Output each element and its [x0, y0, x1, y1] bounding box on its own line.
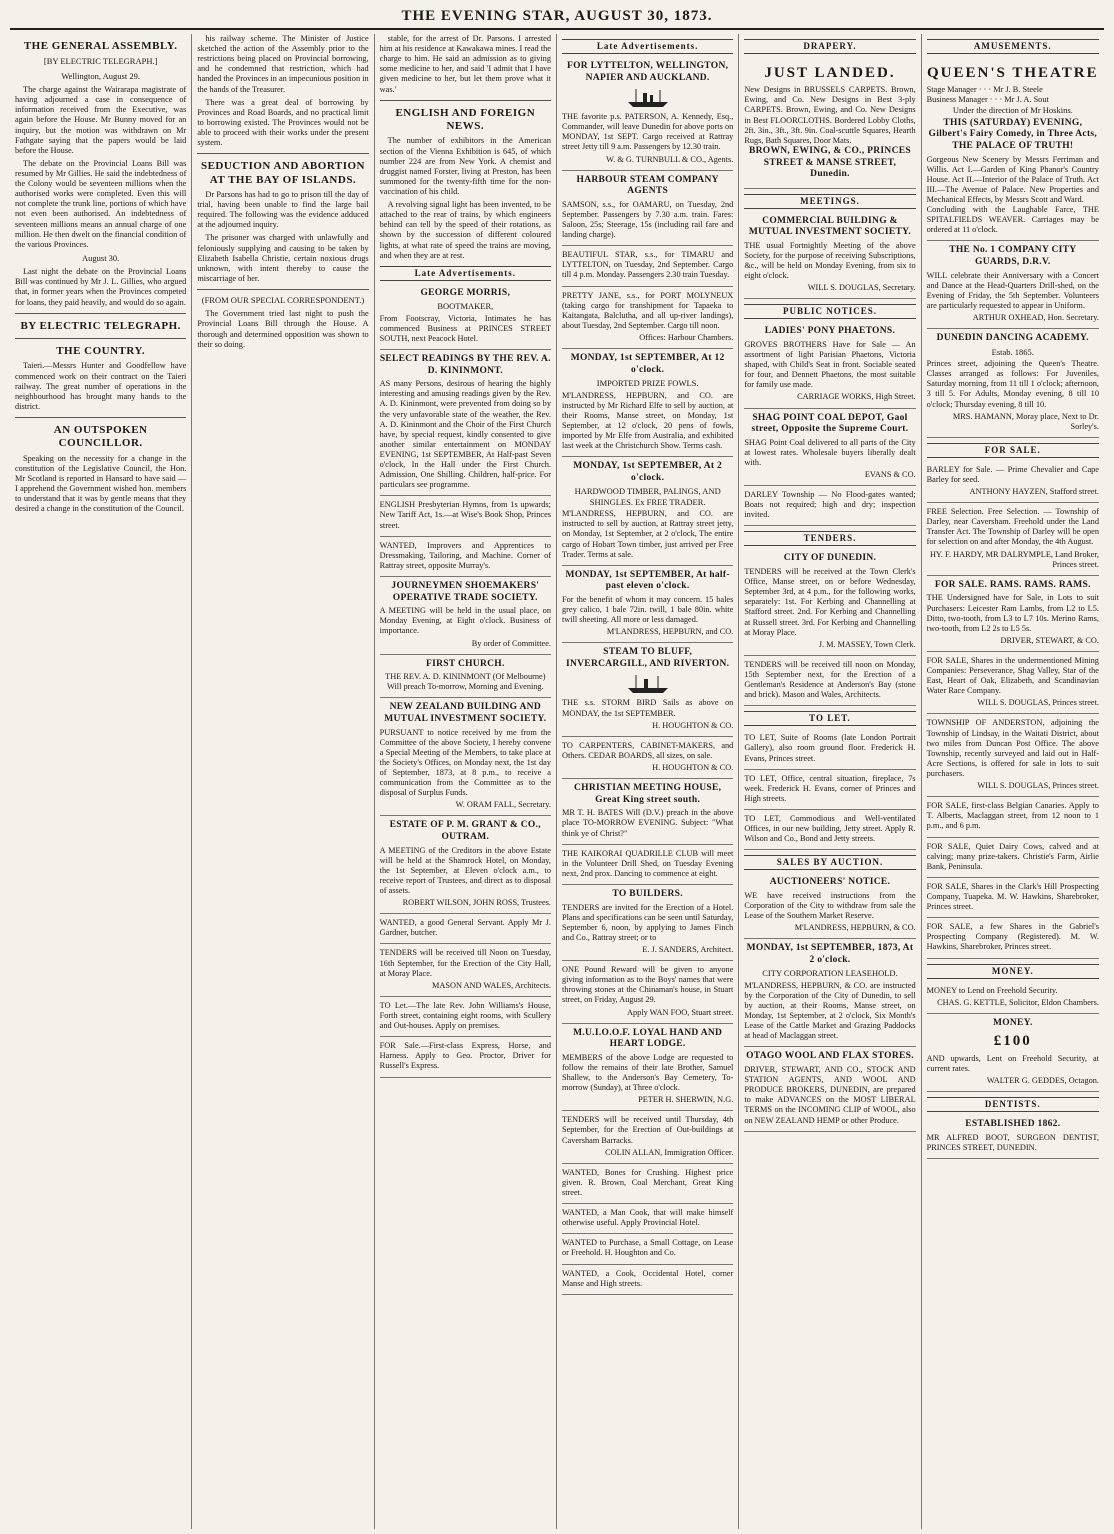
- ad-body: Business Manager · · · Mr J. A. Sout: [926, 95, 1049, 105]
- ad-signature: M'LANDRESS, HEPBURN, & CO.: [794, 923, 916, 933]
- ad-title: JOURNEYMEN SHOEMAKERS' OPERATIVE TRADE SOCIETY.: [391, 581, 540, 603]
- article-paragraph: Taieri.—Messrs Hunter and Goodfellow have commenced work on their contract on the Taieri railway. The great number of operations in the neighbourhood has brought many hands to the district.: [15, 361, 187, 411]
- ad-body: FOR Sale.—First-class Express, Horse, and Harness. Apply to Geo. Proctor, Driver for Russell's Express.: [379, 1041, 551, 1071]
- dateline: Wellington, August 29.: [61, 70, 140, 81]
- article-paragraph: stable, for the arrest of Dr. Parsons. I arrested him at his residence at Kawakawa mines. I read the charge to him. He said an admission as to giving some medicine to her, and said 'I admit that I have given medicine to her, but let them prove what it was.': [379, 34, 551, 94]
- advertisement: [562, 566, 733, 644]
- advertisement: [927, 838, 1099, 878]
- ad-body: THE favorite p.s. PATERSON, A. Kennedy, Esq., Commander, will leave Dunedin for above ports on MONDAY, 1st SEPT. Cargo received at Rattray street Jetty till 9 a.m. Passengers by 12.30 train.: [561, 112, 734, 152]
- ad-body: FOR SALE, first-class Belgian Canaries. Apply to T. Alberts, Maclaggan street, from 12 noon to 1 p.m., and 6 p.m.: [926, 801, 1099, 831]
- section-header: MEETINGS.: [744, 194, 915, 209]
- divider: [380, 100, 551, 101]
- advertisement: [744, 57, 915, 189]
- section-header: PUBLIC NOTICES.: [744, 304, 915, 319]
- advertisement: [927, 1115, 1099, 1159]
- ad-subtitle: BOOTMAKER,: [437, 301, 494, 312]
- divider: [15, 417, 186, 418]
- ad-body: AS many Persons, desirous of hearing the highly interesting and amusing readings given by the Rev. A. D. Kininmont, were prevented from doing so by the very unfavorable state of the weather, the Rev. A. D. Kininmont and the Choir of the First Church have, by special request, kindly consented to give another similar entertainment on MONDAY EVENING, 1st SEPTEMBER, At Half-past Seven o'clock, In the Hall under the First Church. Admission, One Shilling. Children, half-price. For particulars see programme.: [379, 379, 551, 490]
- ad-body: MR T. H. BATES Will (D.V.) preach in the above place TO-MORROW EVENING. Subject: "What think ye of Christ?": [561, 808, 734, 838]
- advertisement: [562, 885, 733, 961]
- ad-body: PRETTY JANE, s.s., for PORT MOLYNEUX (taking cargo for transhipment for Tapaeka to Kaitangata, Balclutha, and all up-river landings), about Tuesday, 2nd September. Cargo till noon.: [561, 290, 734, 330]
- advertisement: [927, 918, 1099, 958]
- ad-signature: Offices: Harbour Chambers.: [639, 333, 734, 343]
- advertisement: [380, 944, 551, 996]
- ad-body: M'LANDRESS, HEPBURN, and CO. are instructed by Mr Richard Elfe to sell by auction, at their Rooms, Manse street, on Monday, 1st September, at 12 o'clock, 20 pens of fowls, imported by Mr Elfe from Australia, and exhibited last week at the Christchurch Show. Terms cash.: [561, 390, 734, 451]
- ad-title: QUEEN'S THEATRE: [927, 64, 1099, 81]
- ad-signature: E. J. SANDERS, Architect.: [642, 944, 734, 954]
- ad-body: THE usual Fortnightly Meeting of the above Society, for the purpose of receiving Subscriptions, &c., will be held on Monday Evening, from six to eight o'clock.: [744, 240, 916, 281]
- divider: [15, 338, 186, 339]
- ad-body: MR ALFRED BOOT, SURGEON DENTIST, PRINCES STREET, DUNEDIN.: [926, 1132, 1099, 1152]
- ad-signature: COLIN ALLAN, Immigration Officer.: [605, 1147, 734, 1157]
- ad-body: BARLEY for Sale. — Prime Chevalier and Cape Barley for seed.: [926, 464, 1099, 484]
- ad-title: CHRISTIAN MEETING HOUSE, Great King street south.: [573, 783, 722, 805]
- advertisement: [562, 845, 733, 885]
- ad-body: FOR SALE, Quiet Dairy Cows, calved and at calving; many prize-takers. Christie's Farm, Airlie Bank, Peninsula.: [926, 841, 1099, 871]
- ad-body: TO LET, Office, central situation, fireplace, 7s week. Frederick H. Evans, corner of Princes and High streets.: [744, 773, 916, 803]
- advertisement: [927, 503, 1099, 576]
- ad-body: TOWNSHIP OF ANDERSTON, adjoining the Township of Lindsay, in the Waitati District, about two miles from Duncan Post Office. The above Township, recently surveyed and laid out in Half-Acre Sections, is offered for sale in lots to suit purchasers.: [926, 718, 1099, 779]
- ad-body: For the benefit of whom it may concern. 15 bales grey calico, 1 bale 72in. twill, 1 bale 80in. white twill sheeting. All more or less damaged.: [561, 594, 734, 625]
- advertisement: [562, 643, 733, 736]
- ad-signature: By order of Committee.: [471, 638, 551, 648]
- advertisement: [562, 737, 733, 779]
- advertisement: [927, 1014, 1099, 1092]
- ad-title: GEORGE MORRIS,: [420, 287, 511, 298]
- article-paragraph: Last night the debate on the Provincial Loans Bill was continued by Mr J. L. Gillies, who argued that, in former years when the Provinces competed for loans, they paid heavily, and would do so again.: [15, 267, 187, 307]
- advertisement: [744, 409, 915, 487]
- divider: [197, 289, 368, 290]
- ad-signature: W. & G. TURNBULL & CO., Agents.: [606, 154, 734, 164]
- advertisement: [380, 698, 551, 816]
- ad-body: TO LET, Suite of Rooms (late London Portrait Gallery), also room ground floor. Frederick H. Evans, Princes street.: [744, 733, 916, 763]
- ad-signature: MASON AND WALES, Architects.: [431, 980, 551, 990]
- advertisement: [562, 57, 733, 171]
- dateline: (FROM OUR SPECIAL CORRESPONDENT.): [201, 295, 365, 305]
- masthead: THE EVENING STAR, AUGUST 30, 1873.: [10, 8, 1104, 30]
- ad-body: WANTED, a Man Cook, that will make himself otherwise useful. Apply Provincial Hotel.: [561, 1208, 734, 1228]
- ad-body: WANTED, a good General Servant. Apply Mr J. Gardner, butcher.: [379, 918, 551, 938]
- advertisement: [744, 729, 915, 769]
- advertisement: [927, 241, 1099, 329]
- advertisement: [927, 652, 1099, 715]
- ad-body: THE REV. A. D. KININMONT (Of Melbourne) Will preach To-morrow, Morning and Evening.: [385, 672, 546, 692]
- ad-body: SHAG Point Coal delivered to all parts of the City at lowest rates. Wholesale buyers liberally dealt with.: [744, 437, 916, 467]
- ad-signature: M'LANDRESS, HEPBURN, and CO.: [606, 627, 734, 637]
- ad-title: THE No. 1 COMPANY CITY GUARDS, D.R.V.: [949, 245, 1077, 268]
- ad-body: M'LANDRESS, HEPBURN, and CO. are instructed to sell by auction, at Rattray street jetty, on Monday, 1st September, at 2 o'clock, The entire cargo of Hobart Town timber, just arrived per Free Trader. Terms at sale.: [561, 509, 734, 559]
- ad-body: THE Undersigned have for Sale, in Lots to suit Purchasers: Leicester Ram Lambs, from L2 to L5. Ditto, two-tooth, from L3 to L7 10s. Merino Rams, two-tooth, from L2 2s to L5 5s.: [926, 593, 1099, 633]
- ad-signature: ROBERT WILSON, JOHN ROSS, Trustees.: [402, 898, 551, 908]
- section-header: TO LET.: [744, 711, 915, 726]
- ad-body: A MEETING of the Creditors in the above Estate will be held at the Shamrock Hotel, on Monday, the 1st September, at Eleven o'clock a.m., to receive report of Trustees, and direct as to disposal of assets.: [379, 845, 551, 896]
- ad-title: DUNEDIN DANCING ACADEMY.: [936, 333, 1089, 344]
- ad-body: SAMSON, s.s., for OAMARU, on Tuesday, 2nd September. Passengers by 7.30 a.m. train. Fares: Saloon, 25s; Steerage, 15s (including rail fare and landing charge).: [561, 199, 734, 240]
- ad-title: MONDAY, 1st SEPTEMBER, 1873, At 2 o'clock.: [746, 943, 914, 965]
- advertisement: [380, 997, 551, 1037]
- ad-body: TENDERS are invited for the Erection of a Hotel. Plans and specifications can be seen until Saturday, September 6, noon, by applying to James Finch and Co., Rattray street; or to: [561, 902, 734, 942]
- steamship-icon: [626, 673, 670, 695]
- advertisement: [380, 537, 551, 577]
- advertisement: [562, 779, 733, 844]
- advertisement: [562, 1265, 733, 1295]
- article-heading: AN OUTSPOKEN COUNCILLOR.: [53, 424, 148, 450]
- column-6: [922, 34, 1104, 1529]
- advertisement: [927, 329, 1099, 438]
- ad-body: WANTED, a Cook, Occidental Hotel, corner Manse and High streets.: [561, 1268, 734, 1288]
- ad-body: WILL celebrate their Anniversary with a Concert and Dance at the Head-Quarters Drill-shed, on the Evening of Friday, the 5th September. Volunteers are particularly requested to appear in Uniform.: [926, 270, 1099, 310]
- column-5: [739, 34, 921, 1529]
- ad-body: TENDERS will be received until Thursday, 4th September, for the Erection of Out-buildings at Caversham Barracks.: [561, 1115, 734, 1145]
- advertisement: [927, 461, 1099, 503]
- column-4: [557, 34, 739, 1529]
- ad-signature: WALTER G. GEDDES, Octagon.: [986, 1075, 1099, 1085]
- advertisement: [380, 284, 551, 350]
- section-header: TENDERS.: [744, 531, 915, 546]
- ad-title: ESTABLISHED 1862.: [965, 1118, 1061, 1129]
- advertisement: [562, 1024, 733, 1112]
- ad-signature: PETER H. SHERWIN, N.G.: [638, 1095, 734, 1105]
- article-paragraph: Speaking on the necessity for a change in the constitution of the Legislative Council, the Hon. Mr Scotland is reported in Hansard to have said — I apprehend the Government wished hon. members to understand that it was by gentle means that they desired a change in the constitution of the Council.: [15, 453, 187, 514]
- advertisement: [744, 212, 915, 300]
- advertisement: [562, 171, 733, 247]
- advertisement: [562, 349, 733, 457]
- advertisement: [744, 873, 915, 939]
- ad-signature: CHAS. G. KETTLE, Solicitor, Eldon Chambers.: [937, 997, 1099, 1007]
- advertisement: [380, 914, 551, 944]
- section-header: DRAPERY.: [744, 39, 915, 54]
- ad-title: HARBOUR STEAM COMPANY AGENTS: [576, 174, 719, 197]
- ad-body: WANTED to Purchase, a Small Cottage, on Lease or Freehold. H. Houghton and Co.: [561, 1238, 734, 1258]
- ad-signature: MRS. HAMANN, Moray place, Next to Dr. Sorley's.: [952, 411, 1099, 431]
- ad-title: MONEY.: [992, 1017, 1033, 1028]
- advertisement: [380, 577, 551, 655]
- ad-title: MONDAY, 1st SEPTEMBER, At half-past eleven o'clock.: [565, 569, 730, 592]
- advertisement: [562, 1164, 733, 1204]
- advertisement: [927, 878, 1099, 918]
- divider: [197, 153, 368, 154]
- section-header: Late Advertisements.: [562, 39, 733, 54]
- ad-body: GROVES BROTHERS Have for Sale — An assortment of light Parisian Phaetons, Victoria shaped, with Child's Seat in front. Sociable seated for four, and Dennett Phaetons, the most suitable for family use made.: [744, 339, 916, 390]
- ad-signature: ANTHONY HAYZEN, Stafford street.: [969, 487, 1099, 497]
- advertisement: [744, 322, 915, 408]
- ad-title: MONDAY, 1st SEPTEMBER, At 12 o'clock.: [570, 353, 725, 375]
- ad-body: FOR SALE, Shares in the undermentioned Mining Companies: Perseverance, Shag Valley, Star of the East, Heart of Oak, Elizabeth, and Scandinavian Water Race Company.: [926, 655, 1099, 696]
- ad-subtitle: HARDWOOD TIMBER, PALINGS, AND SHINGLES. Ex FREE TRADER.: [574, 486, 721, 507]
- advertisement: [927, 797, 1099, 837]
- ad-body: New Designs in BRUSSELS CARPETS. Brown, Ewing, and Co. New Designs in Best 3-ply CARPETS. Brown, Ewing, and Co. New Designs in Best FLOORCLOTHS. Bordered Lobby Cloths, 2ft. 3in., 3ft., 3ft. 9in. Coal-scuttle Squares, Hearth Rugs, Bath Squares, Door Mats.: [744, 85, 916, 145]
- article-heading: THE COUNTRY.: [56, 345, 146, 358]
- ad-signature: H. HOUGHTON & CO.: [652, 720, 734, 730]
- advertisement: [927, 576, 1099, 652]
- section-header: DENTISTS.: [927, 1097, 1099, 1112]
- ad-body: TO Let.—The late Rev. John Williams's House, Forth street, containing eight rooms, with Scullery and Out-houses. Apply on premises.: [379, 1000, 551, 1031]
- section-header: AMUSEMENTS.: [927, 39, 1099, 54]
- advertisement: [562, 457, 733, 565]
- article-paragraph: Dr Parsons has had to go to prison till the day of trial, having been unable to find the large bail required. The following was the evidence adduced at the adjourned inquiry.: [197, 190, 369, 230]
- advertisement: [562, 1204, 733, 1234]
- advertisement: [562, 961, 733, 1024]
- advertisement: [927, 57, 1099, 241]
- ad-body: FOR SALE, Shares in the Clark's Hill Prospecting Company, Tuapeka. M. W. Hawkins, Sharebroker, Princes street.: [926, 881, 1099, 912]
- advertisement: [380, 350, 551, 496]
- advertisement: [744, 549, 915, 655]
- ad-signature: ARTHUR OXHEAD, Hon. Secretary.: [972, 313, 1099, 323]
- advertisement: [744, 486, 915, 526]
- ad-body: Stage Manager · · · Mr J. B. Steele: [926, 85, 1043, 95]
- ad-body: FOR SALE, a few Shares in the Gabriel's Prospecting Company (Registered). M. W. Hawkins, Sharebroker, Princes street.: [926, 922, 1099, 952]
- ad-signature: J. M. MASSEY, Town Clerk.: [818, 639, 916, 649]
- article-heading: THE GENERAL ASSEMBLY.: [23, 40, 178, 52]
- section-header: SALES BY AUCTION.: [744, 855, 915, 870]
- ad-body: TO CARPENTERS, CABINET-MAKERS, and Others. CEDAR BOARDS, all sizes, on sale.: [561, 740, 734, 760]
- ad-signature: HY. F. HARDY, MR DALRYMPLE, Land Broker, Princes street.: [929, 549, 1099, 569]
- advertisement: [562, 287, 733, 350]
- ad-signature: H. HOUGHTON & CO.: [652, 763, 734, 773]
- ad-title: JUST LANDED.: [764, 64, 896, 81]
- section-header: Late Advertisements.: [380, 266, 551, 281]
- ad-title: M.U.I.O.O.F. LOYAL HAND AND HEART LODGE.: [573, 1027, 723, 1050]
- ad-title: COMMERCIAL BUILDING & MUTUAL INVESTMENT SOCIETY.: [748, 215, 912, 238]
- ad-body: BEAUTIFUL STAR, s.s., for TIMARU and LYTTELTON, on Tuesday, 2nd September. Cargo till 4 p.m. Monday. Passengers 2.30 train Tuesday.: [561, 250, 734, 280]
- column-1: [10, 34, 192, 1529]
- ad-body: AND upwards, Lent on Freehold Security, at current rates.: [926, 1053, 1099, 1073]
- article-heading: BY ELECTRIC TELEGRAPH.: [20, 319, 181, 332]
- article-paragraph: A revolving signal light has been invented, to be attached to the rear of trains, by which engineers behind can tell by the speed of their rotations, as shown by the succession of different coloured lights, at what rate of speed the trains are moving, and when they are at rest.: [379, 200, 551, 260]
- ad-body: Gorgeous New Scenery by Messrs Ferriman and Willis. Act I.—Garden of King Phanor's Country House. Act II.—Interior of the Palace of Truth. Act III.—The Avenue of Palace. New Properties and Mechanical Effects, by Messrs Scott and Ward.: [926, 154, 1099, 205]
- ad-body: FREE Selection. Free Selection. — Township of Darley, near Caversham. Freehold under the Land Transfer Act. The Township of Darley will be open for selection on and after Monday, the 4th August.: [926, 507, 1099, 547]
- ad-signature: DRIVER, STEWART, & CO.: [1000, 635, 1099, 645]
- ad-title: THIS (SATURDAY) EVENING, Gilbert's Fairy Comedy, in Three Acts, THE PALACE OF TRUTH!: [928, 117, 1098, 151]
- article-paragraph: The number of exhibitors in the American section of the Vienna Exhibition is 645, of which number 224 are from New York. A chemist and druggist named Forster, living at Preston, has been summoned for the twenty-fifth time for the non-vaccination of his child.: [379, 136, 551, 197]
- ad-signature: Apply WAN FOO, Stuart street.: [626, 1007, 734, 1017]
- article-paragraph: his railway scheme. The Minister of Justice sketched the action of the Assembly prior to the restrictions being placed on Provincial borrowing, and he condemned that restriction, which had handed the Provinces in an impecunious position in the hands of the Treasurer.: [197, 34, 369, 94]
- ad-title: SELECT READINGS BY THE REV. A. D. KININMONT.: [379, 354, 551, 376]
- ad-signature: EVANS & CO.: [864, 470, 916, 480]
- ad-title: FOR SALE. RAMS. RAMS. RAMS.: [934, 579, 1091, 590]
- advertisement: [744, 1047, 915, 1131]
- ad-title: CITY OF DUNEDIN.: [783, 553, 877, 564]
- steamship-icon: [626, 87, 670, 109]
- advertisement: [927, 982, 1099, 1014]
- ad-body: PURSUANT to notice received by me from the Committee of the above Society, I hereby convene a Special Meeting of the Members, to take place at the Society's Offices, on Monday next, the 1st day of September, 1873, at 8 p.m., to receive a communication from the Committee as to the disposal of Surplus Funds.: [379, 727, 551, 798]
- columns: [10, 34, 1104, 1529]
- section-header: MONEY.: [927, 964, 1099, 979]
- advertisement: [562, 246, 733, 286]
- advertisement: [562, 1111, 733, 1163]
- ad-body: M'LANDRESS, HEPBURN, & CO. are instructed by the Corporation of the City of Dunedin, to sell by auction, at their Rooms, Manse street, on Monday, 1st September, at 2 o'clock, Six Month's Lease of the Cattle Market and Grazing Paddocks at head of Maclaggan street.: [744, 980, 916, 1041]
- ad-body: WANTED, Improvers and Apprentices to Dressmaking, Tailoring, and Machine. Corner of Rattray street, opposite Murray's.: [379, 540, 551, 570]
- article-paragraph: The prisoner was charged with unlawfully and feloniously supplying and causing to be taken by Elizabeth Isabella Christie, certain noxious drugs unknown, with intent thereby to cause the miscarriage of her.: [197, 233, 369, 283]
- ad-price: £100: [993, 1033, 1032, 1050]
- ad-body: A MEETING will be held in the usual place, on Monday Evening, at Eight o'clock. Business of importance.: [379, 606, 551, 636]
- ad-signature: WILL S. DOUGLAS, Princes street.: [977, 698, 1099, 708]
- ad-title: AUCTIONEERS' NOTICE.: [769, 877, 891, 888]
- ad-body: ONE Pound Reward will be given to anyone giving information as to the Boys' names that were throwing stones at the Chinaman's house, in Stuart street, on Friday, August 29.: [561, 965, 734, 1005]
- article-paragraph: There was a great deal of borrowing by Provinces and Road Boards, and no practical limit to borrowing existed. The Provinces would not be able to proceed with their works under the present system.: [197, 97, 369, 148]
- ad-signature: BROWN, EWING, & CO., PRINCES STREET & MANSE STREET, Dunedin.: [748, 145, 911, 180]
- advertisement: [380, 1037, 551, 1077]
- divider: [15, 313, 186, 314]
- ad-signature: WILL S. DOUGLAS, Princes street.: [977, 781, 1099, 791]
- article-paragraph: The Government tried last night to push the Provincial Loans Bill through the House. A thorough and determined opposition was shown to their so doing.: [197, 309, 369, 349]
- ad-title: ESTATE OF P. M. GRANT & CO., OUTRAM.: [389, 820, 541, 843]
- advertisement: [562, 1234, 733, 1264]
- column-2: [192, 34, 374, 1529]
- ad-title: FIRST CHURCH.: [425, 658, 505, 669]
- ad-body: Concluding with the Laughable Farce, THE SPITALFIELDS WEAVER. Carriages may be ordered at 11 o'clock.: [926, 205, 1099, 235]
- article-paragraph: The charge against the Wairarapa magistrate of having adjourned a case in consequence of information received from the Executive, was again before the House. Mr Bunny moved for an inquiry, but the motion was withdrawn on Mr Fathgate saying that the papers would be laid before the House.: [15, 85, 187, 155]
- advertisement: [380, 655, 551, 699]
- advertisement: [744, 656, 915, 706]
- ad-title: OTAGO WOOL AND FLAX STORES.: [746, 1051, 914, 1062]
- ad-title: MONDAY, 1st SEPTEMBER, At 2 o'clock.: [573, 461, 723, 483]
- section-header: FOR SALE.: [927, 443, 1099, 458]
- ad-body: DRIVER, STEWART, AND CO., STOCK AND STATION AGENTS, AND WOOL AND PRODUCE BROKERS, DUNEDIN, are prepared to make ADVANCES on the MOST LIBERAL TERMS on the INCOMING CLIP of WOOL, also on NEW ZEALAND HEMP or other Produce.: [744, 1065, 916, 1125]
- ad-title: LADIES' PONY PHAETONS.: [764, 326, 896, 337]
- advertisement: [744, 770, 915, 810]
- ad-title: STEAM TO BLUFF, INVERCARGILL, AND RIVERTON.: [565, 647, 730, 669]
- ad-body: From Footscray, Victoria, Intimates he has commenced Business at PRINCES STREET SOUTH, next Peacock Hotel.: [379, 313, 551, 343]
- ad-body: TENDERS will be received at the Town Clerk's Office, Manse street, on or before Wednesday, September 3rd, at 4 p.m., for the following works, separately: 1st. For Kerbing and Channelling at Stafford street. 2nd. For Kerbing and Channelling at Russell street. 3rd. For Kerbing and Channelling at Moray Place.: [744, 567, 916, 637]
- ad-subtitle: Estab. 1865.: [991, 346, 1034, 357]
- advertisement: [380, 496, 551, 536]
- ad-body: THE KAIKORAI QUADRILLE CLUB will meet in the Volunteer Drill Shed, on Tuesday Evening next, 2nd prox. Dancing to commence at eight.: [561, 848, 734, 878]
- advertisement: [927, 714, 1099, 797]
- ad-title: TO BUILDERS.: [612, 888, 683, 899]
- article-paragraph: The debate on the Provincial Loans Bill was resumed by Mr Gillies. He said the indebtedness of the Colony would be seventeen millions when the authorised works were completed. Even this will not complete the trunk line, portions of which have not even been authorised. An indebtedness of seventeen millions means an annual charge of one million. He then dwelt on the financial condition of the various Provinces.: [15, 158, 187, 249]
- ad-title: SHAG POINT COAL DEPOT, Gaol street, Opposite the Supreme Court.: [751, 412, 909, 435]
- dateline: August 30.: [82, 252, 120, 263]
- advertisement: [744, 810, 915, 850]
- article-heading: SEDUCTION AND ABORTION AT THE BAY OF ISLANDS.: [200, 160, 366, 186]
- ad-subtitle: Under the direction of Mr Hoskins.: [952, 105, 1073, 116]
- ad-body: MONEY to Lend on Freehold Security.: [926, 985, 1058, 995]
- article-subheading: [BY ELECTRIC TELEGRAPH.]: [43, 56, 158, 67]
- article-heading: ENGLISH AND FOREIGN NEWS.: [395, 106, 536, 133]
- advertisement: [744, 939, 915, 1047]
- ad-body: TO LET, Commodious and Well-ventilated Offices, in our new building, Jetty street. Apply R. Wilson and Co., Bond and Jetty streets.: [744, 813, 916, 844]
- ad-body: WANTED, Bones for Crushing. Highest price given. R. Brown, Coal Merchant, Great King street.: [561, 1167, 734, 1197]
- ad-signature: W. ORAM FALL, Secretary.: [455, 800, 551, 810]
- ad-body: DARLEY Township — No Flood-gates wanted; Boats not required; high and dry; inspection invited.: [744, 490, 916, 520]
- ad-signature: WILL S. DOUGLAS, Secretary.: [807, 283, 916, 293]
- ad-body: Princes street, adjoining the Queen's Theatre. Classes arranged as follows: For Juveniles, Saturday morning, from 11 till 1 o'clock; afternoon, 3 till 5. For Adults, Monday evening, 8 till 10 o'clock; Thursday evening, 8 till 10.: [926, 359, 1099, 409]
- ad-subtitle: IMPORTED PRIZE FOWLS.: [596, 378, 699, 389]
- ad-subtitle: CITY CORPORATION LEASEHOLD.: [762, 968, 898, 979]
- ad-body: ENGLISH Presbyterian Hymns, from 1s upwards; New Tariff Act, 1s.—at Wise's Book Shop, Princes street.: [379, 500, 551, 530]
- column-3: [375, 34, 557, 1529]
- ad-body: TENDERS will be received till noon on Monday, 15th September next, for the Erection of a Gentleman's Residence at Anderson's Bay (stone and brick). Mason and Wales, Architects.: [744, 659, 916, 700]
- ad-body: TENDERS will be received till Noon on Tuesday, 16th September, for the Erection of the City Hall, at Moray Place.: [379, 948, 551, 978]
- ad-signature: CARRIAGE WORKS, High Street.: [797, 392, 916, 402]
- ad-title: NEW ZEALAND BUILDING AND MUTUAL INVESTMENT SOCIETY.: [384, 702, 547, 724]
- ad-body: WE have received instructions from the Corporation of the City to withdraw from sale the Lease of the Southern Market Reserve.: [744, 890, 916, 921]
- ad-title: FOR LYTTELTON, WELLINGTON, NAPIER AND AUCKLAND.: [567, 60, 729, 83]
- ad-body: MEMBERS of the above Lodge are requested to follow the remains of their late Brother, Samuel Shallew, to the Anderson's Bay Cemetery, To-morrow (Sunday), at Three o'clock.: [561, 1052, 734, 1093]
- advertisement: [380, 816, 551, 914]
- ad-body: THE s.s. STORM BIRD Sails as above on MONDAY, the 1st SEPTEMBER.: [561, 698, 734, 718]
